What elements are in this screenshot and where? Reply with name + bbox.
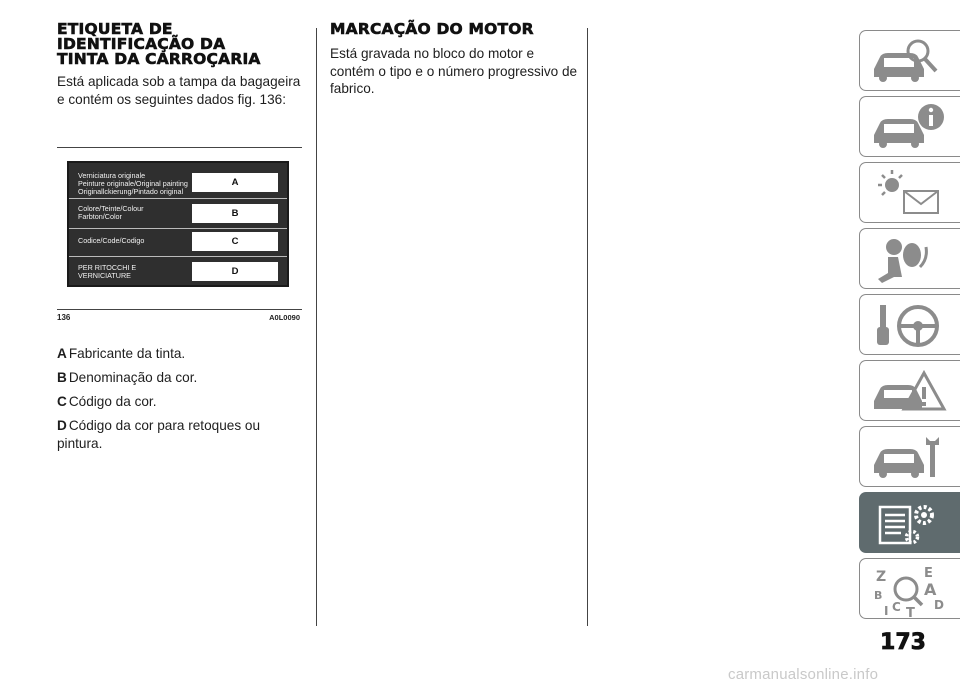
legend-text: Código da cor para retoques ou pintura. <box>57 418 261 451</box>
tab-in-an-emergency[interactable] <box>859 360 960 421</box>
car-info-icon <box>868 101 950 153</box>
technical-data-gear-icon <box>868 497 950 549</box>
figure-bottom-rule <box>57 309 302 310</box>
tab-safety[interactable] <box>859 228 960 289</box>
section-heading-engine-marking: MARCAÇÃO DO MOTOR <box>330 20 534 38</box>
tab-starting-and-driving[interactable] <box>859 294 960 355</box>
legend-item <box>57 417 307 452</box>
label-separator <box>69 198 287 199</box>
index-letter: A <box>924 580 937 599</box>
legend-key: B <box>57 370 67 385</box>
tab-dashboard[interactable] <box>859 96 960 157</box>
label-row-text: Colore/Teinte/Colour Farbton/Color <box>78 204 144 221</box>
label-box-d: D <box>192 262 278 281</box>
right-column <box>330 0 580 98</box>
legend-text: Denominação da cor. <box>68 370 198 385</box>
page-number: 173 <box>880 630 926 655</box>
paint-label-description: Está aplicada sob a tampa da bagageira e contém os seguintes dados fig. 136: <box>57 74 301 107</box>
paint-label-illustration <box>67 161 289 287</box>
label-row-a <box>69 169 287 195</box>
engine-marking-description: Está gravada no bloco do motor e contém o tipo e o número progressivo de fabrico. <box>330 46 578 96</box>
column-divider <box>316 28 317 626</box>
label-row-b <box>69 201 287 227</box>
tab-technical-specifications[interactable] <box>859 492 960 553</box>
car-breakdown-icon <box>868 365 950 417</box>
section-heading-paint-label <box>57 22 302 67</box>
figure-legend <box>57 345 307 459</box>
tab-warning-lights[interactable] <box>859 162 960 223</box>
car-wrench-icon <box>868 431 950 483</box>
heading-line-1: ETIQUETA DE <box>57 20 173 38</box>
car-search-icon <box>868 35 950 87</box>
legend-key: A <box>57 346 67 361</box>
label-separator <box>69 256 287 257</box>
label-row-text: Codice/Code/Codigo <box>78 236 145 245</box>
legend-text: Código da cor. <box>68 394 157 409</box>
label-box-c: C <box>192 232 278 251</box>
label-box-b: B <box>192 204 278 223</box>
warning-light-message-icon <box>868 167 950 219</box>
tab-knowing-the-car[interactable] <box>859 30 960 91</box>
heading-line-3: TINTA DA CARROÇARIA <box>57 50 261 68</box>
label-box-a: A <box>192 173 278 192</box>
figure-136 <box>57 147 302 323</box>
label-separator <box>69 228 287 229</box>
index-letter: Z <box>876 569 887 585</box>
legend-item <box>57 393 307 411</box>
index-letter: B <box>874 589 883 602</box>
figure-top-rule <box>57 147 302 148</box>
legend-key: D <box>57 418 67 433</box>
column-divider <box>587 28 588 626</box>
alphabetical-index-icon <box>868 563 950 619</box>
index-letter: D <box>934 598 944 612</box>
airbag-passenger-icon <box>868 233 950 285</box>
label-row-text: Verniciatura originale Peinture originale/Original painting Originallckierung/Pintado original <box>78 171 188 196</box>
legend-item <box>57 345 307 363</box>
index-letter: E <box>924 566 933 581</box>
left-column <box>57 0 302 108</box>
key-steering-wheel-icon <box>868 299 950 351</box>
legend-item <box>57 369 307 387</box>
label-row-text: PER RITOCCHI E VERNICIATURE <box>78 263 137 280</box>
index-letter: T <box>906 606 915 619</box>
index-letter: I <box>884 604 889 618</box>
watermark: carmanualsonline.info <box>728 666 879 683</box>
tab-index[interactable] <box>859 558 960 619</box>
heading-line-2: IDENTIFICAÇÃO DA <box>57 35 226 53</box>
legend-text: Fabricante da tinta. <box>68 346 186 361</box>
index-letter: C <box>892 600 901 614</box>
label-row-d <box>69 259 287 285</box>
figure-number: 136 <box>57 313 71 322</box>
legend-key: C <box>57 394 67 409</box>
label-row-c <box>69 230 287 254</box>
figure-code: A0L0090 <box>269 313 300 322</box>
tab-servicing-and-care[interactable] <box>859 426 960 487</box>
